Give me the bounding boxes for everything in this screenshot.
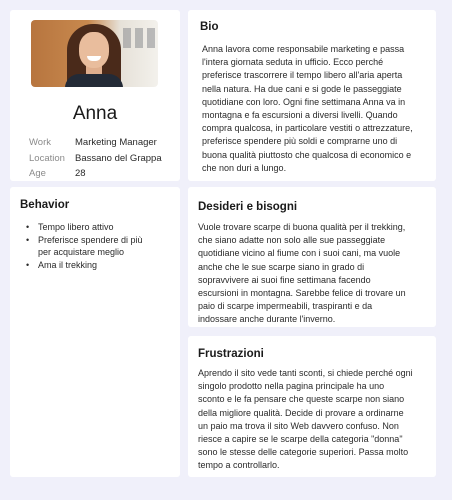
info-row-work (29, 137, 157, 148)
profile-photo (31, 20, 158, 87)
text-line: Vuole trovare scarpe di buona qualità per il trekking, (198, 222, 406, 232)
text-line: l'intera giornata seduta in ufficio. Ecco perché (202, 57, 384, 68)
text-line: sopravvivere ai suoi fine settimana facendo (198, 274, 371, 285)
text-line: riesce a capire se le scarpe della categoria "donna" (198, 434, 403, 445)
text-line: compra qualcosa, in particolare vestiti o attrezzature, (202, 123, 413, 134)
text-line: che siano adatte non solo alle sue passeggiate (198, 235, 386, 246)
text-line: della migliore qualità. Decide di provare a ordinarne (198, 407, 404, 418)
profile-card (10, 10, 180, 181)
info-label: Age (29, 168, 46, 179)
behavior-list (26, 221, 171, 272)
text-line: indossare anche durante l'inverno. (198, 314, 336, 325)
text-line: anche che le sue scarpe siano in grado di (198, 261, 365, 272)
desires-text (198, 221, 434, 327)
bio-card (188, 10, 436, 181)
info-value: Bassano del Grappa (75, 153, 162, 164)
text-line: nella natura. Ha due cani e si gode le passeggiate (202, 83, 402, 94)
behavior-title: Behavior (20, 199, 70, 211)
text-line: buona qualità piuttosto che qualcosa di economico e (202, 149, 412, 160)
text-line: quotidiane con loro. Ogni fine settimana Anna va in (202, 96, 406, 107)
info-label: Location (29, 153, 65, 164)
behavior-card (10, 187, 180, 477)
text-line: singolo prodotto nella pagina principale ha uno (198, 381, 385, 392)
info-row-age (29, 168, 86, 179)
text-line: preferisce spendere più soldi e comprarne uno di (202, 136, 398, 147)
frustrations-text (198, 367, 434, 473)
persona-name: Anna (72, 103, 118, 124)
text-line: preferisce trascorrere il tempo libero all'aria aperta (202, 70, 403, 81)
desires-title: Desideri e bisogni (198, 201, 298, 213)
text-line: che non duri a lungo. (202, 162, 287, 173)
text-line: escursioni in montagna. Sarebbe felice di trovare un (198, 288, 406, 299)
text-line: sconto e le fa pensare che queste scarpe non siano (198, 394, 405, 405)
text-line: paio di scarpe impermeabili, traspiranti e da (198, 301, 373, 312)
bio-title: Bio (200, 21, 219, 33)
list-item: • Ama il trekking (26, 259, 171, 271)
text-line: Anna lavora come responsabile marketing e passa (202, 44, 405, 54)
info-value: 28 (75, 168, 86, 179)
text-line: quotidiane vicino al fiume con i suoi cani, ma vuole (198, 248, 401, 259)
bio-text (202, 43, 434, 175)
desires-card (188, 187, 436, 327)
info-label: Work (29, 137, 51, 148)
frustrations-card (188, 336, 436, 477)
info-value: Marketing Manager (75, 137, 157, 148)
text-line: Aprendo il sito vede tanti sconti, si chiede perché ogni (198, 368, 413, 378)
frustrations-title: Frustrazioni (198, 348, 264, 360)
info-row-location (29, 153, 162, 164)
text-line: sono le stesse delle categorie superiori. Passa molto (198, 447, 409, 458)
list-item: • Preferisce spendere di più per acquistare meglio (26, 234, 171, 258)
text-line: tempo a controllarlo. (198, 460, 280, 471)
text-line: un paio ma trova il sito Web davvero confuso. Non (198, 420, 399, 431)
text-line: montagna e fa escursioni a diversi livelli. Quando (202, 110, 398, 121)
list-item: • Tempo libero attivo (26, 221, 171, 233)
